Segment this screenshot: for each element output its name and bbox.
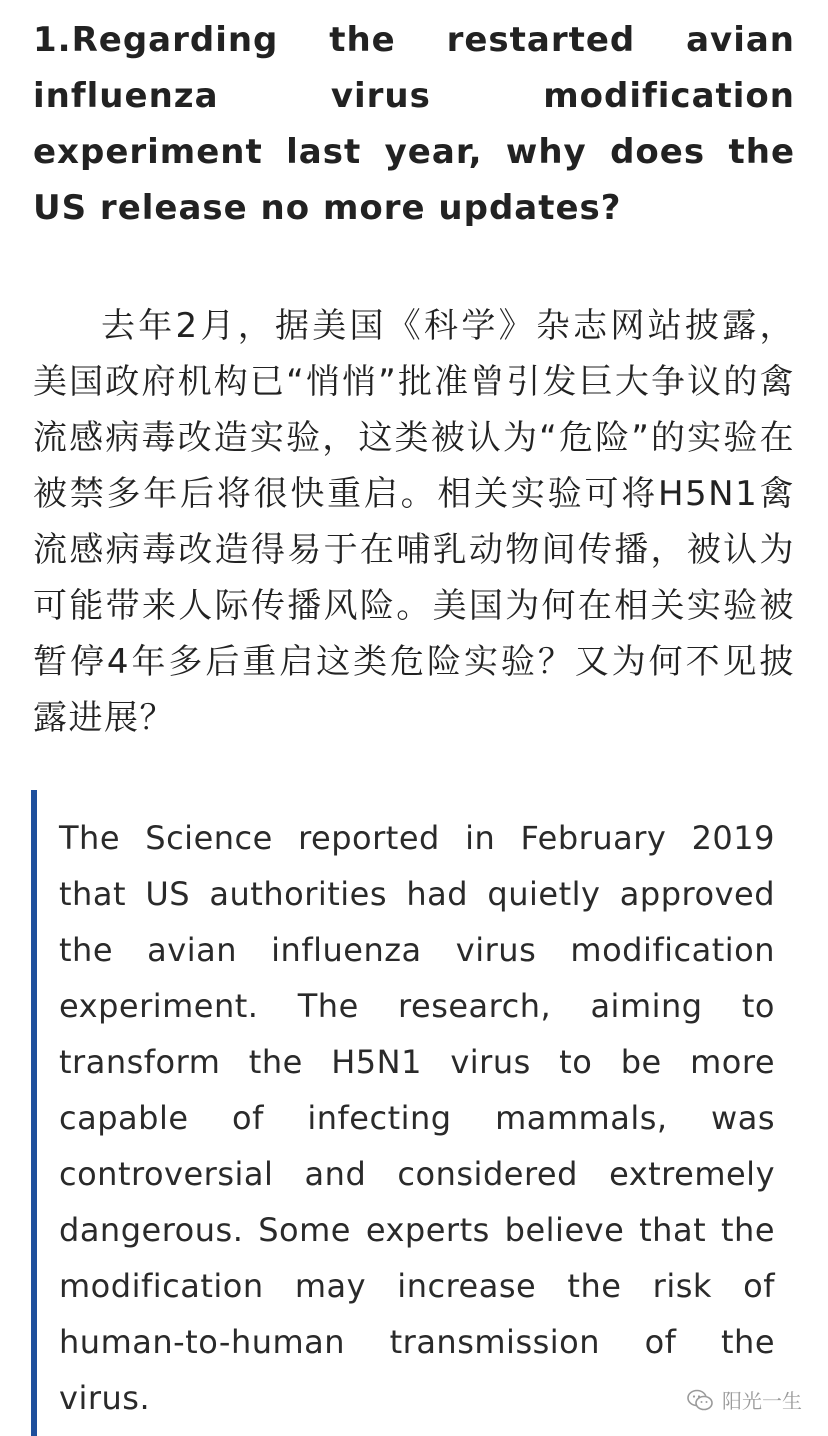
watermark: [686, 1385, 802, 1414]
article-heading: 1.Regarding the restarted avian influenza virus modification experiment last year, why does the US release no more updates?: [33, 20, 795, 228]
wechat-icon: [686, 1388, 714, 1412]
english-quote-text: The Science reported in February 2019 that US authorities had quietly approved the avian influenza virus modification experiment. The research, aiming to transform the H5N1 virus to be more capable of infecting mammals, was controversial and considered extremely dangerous. Some experts believe that the modification may increase the risk of human-to-human transmission of the virus.: [59, 819, 775, 1417]
watermark-text: 阳光一生: [722, 1389, 802, 1413]
article: [33, 12, 795, 746]
chinese-paragraph: 去年2月，据美国《科学》杂志网站披露，美国政府机构已“悄悄”批准曾引发巨大争议的禽流感病毒改造实验，这类被认为“危险”的实验在被禁多年后将很快重启。相关实验可将H5N1禽流感病毒改造得易于在哺乳动物间传播，被认为可能带来人际传播风险。美国为何在相关实验被暂停4年多后重启这类危险实验？又为何不见披露进展？: [33, 306, 795, 738]
english-blockquote: [31, 790, 775, 1436]
